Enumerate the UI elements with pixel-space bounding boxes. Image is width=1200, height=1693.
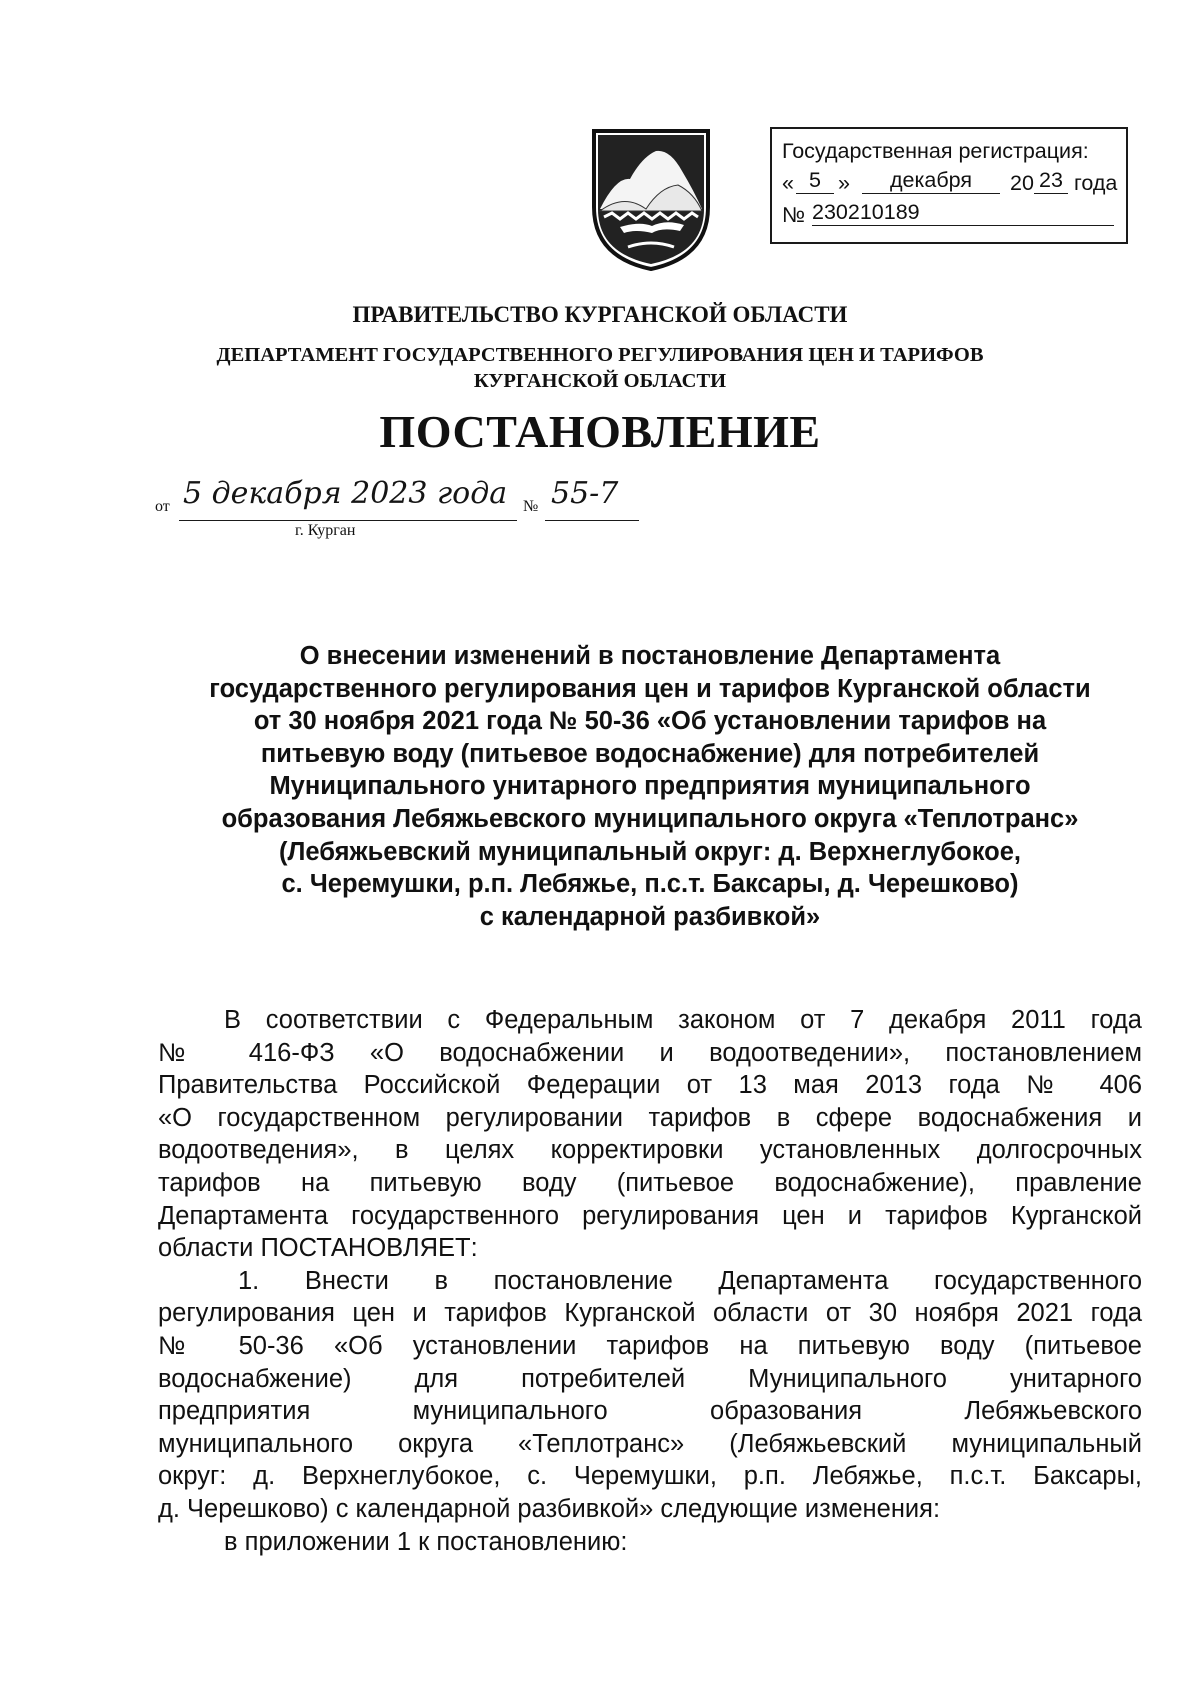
- body-line: предприятия муниципального образования Лебяжьевского: [158, 1397, 1142, 1426]
- body-line: В соответствии с Федеральным законом от 7 декабря 2011 года: [224, 1006, 1142, 1034]
- registration-year-word: года: [1074, 171, 1118, 195]
- subject-line: (Лебяжьевский муниципальный округ: д. Верхнеглубокое,: [279, 837, 1021, 866]
- body-line: водоотведения», в целях корректировки установленных долгосрочных: [158, 1136, 1142, 1165]
- body-line: муниципального округа «Теплотранс» (Лебяжьевский муниципальный: [158, 1429, 1142, 1458]
- kurgan-oblast-coat-of-arms: [590, 127, 712, 273]
- body-line: Департамента государственного регулирования цен и тарифов Курганской: [158, 1201, 1142, 1230]
- body-line: в приложении 1 к постановлению:: [224, 1527, 628, 1556]
- subject-line: О внесении изменений в постановление Департамента: [299, 642, 1001, 670]
- decree-date-number: [155, 476, 655, 540]
- body-line: д. Черешково) с календарной разбивкой» следующие изменения:: [158, 1494, 941, 1523]
- body-line: «О государственном регулировании тарифов в сфере водоснабжения и: [158, 1103, 1142, 1132]
- quote-close: »: [838, 171, 850, 195]
- handwritten-date: 5 декабря 2023 года: [183, 476, 508, 511]
- department-header: [0, 342, 1200, 394]
- subject-line: образования Лебяжьевского муниципального округа «Теплотранс»: [221, 804, 1079, 833]
- department-line-2: КУРГАНСКОЙ ОБЛАСТИ: [473, 370, 727, 392]
- registration-number-line: [782, 199, 1120, 231]
- registration-number: 230210189: [812, 199, 1114, 226]
- body-line: регулирования цен и тарифов Курганской области от 30 ноября 2021 года: [158, 1299, 1142, 1328]
- date-prefix: от: [155, 498, 170, 515]
- registration-number-sign: №: [782, 203, 806, 227]
- decree-subject: [150, 640, 1150, 933]
- government-header: ПРАВИТЕЛЬСТВО КУРГАНСКОЙ ОБЛАСТИ: [352, 302, 848, 327]
- body-line: Правительства Российской Федерации от 13 мая 2013 года № 406: [158, 1071, 1142, 1100]
- subject-line: питьевую воду (питьевое водоснабжение) для потребителей: [260, 739, 1040, 768]
- registration-month: декабря: [862, 167, 1000, 194]
- state-registration-stamp: [770, 127, 1128, 244]
- subject-line: государственного регулирования цен и тарифов Курганской области: [209, 674, 1091, 703]
- body-line: водоснабжение) для потребителей Муниципального унитарного: [158, 1364, 1142, 1393]
- registration-day: 5: [796, 167, 834, 194]
- body-line: области ПОСТАНОВЛЯЕТ:: [158, 1234, 478, 1263]
- registration-year-suffix: 23: [1034, 167, 1068, 194]
- number-underline: [545, 520, 639, 521]
- subject-line: с календарной разбивкой»: [479, 902, 821, 931]
- body-line: № 416-ФЗ «О водоснабжении и водоотведении», постановлением: [158, 1038, 1142, 1067]
- subject-line: с. Черемушки, р.п. Лебяжье, п.с.т. Баксары, д. Черешково): [281, 870, 1019, 899]
- department-line-1: ДЕПАРТАМЕНТ ГОСУДАРСТВЕННОГО РЕГУЛИРОВАНИЯ ЦЕН И ТАРИФОВ: [216, 344, 984, 366]
- handwritten-number: 55-7: [551, 476, 619, 511]
- registration-year-prefix: 20: [1010, 171, 1034, 195]
- city: г. Курган: [295, 522, 356, 539]
- body-line: 1. Внести в постановление Департамента государственного: [238, 1266, 1142, 1295]
- body-line: округ: д. Верхнеглубокое, с. Черемушки, р.п. Лебяжье, п.с.т. Баксары,: [158, 1462, 1142, 1491]
- document-type-title: ПОСТАНОВЛЕНИЕ: [379, 406, 821, 457]
- body-line: № 50-36 «Об установлении тарифов на питьевую воду (питьевое: [158, 1331, 1142, 1360]
- quote-open: «: [782, 171, 794, 195]
- date-underline: [179, 520, 517, 521]
- body-line: тарифов на питьевую воду (питьевое водоснабжение), правление: [158, 1168, 1142, 1197]
- decree-body: [158, 1004, 1142, 1558]
- registration-title: Государственная регистрация:: [782, 139, 1089, 163]
- number-sign: №: [523, 498, 539, 515]
- subject-line: Муниципального унитарного предприятия муниципального: [269, 772, 1031, 801]
- registration-date-line: [782, 167, 1120, 199]
- subject-line: от 30 ноября 2021 года № 50-36 «Об установлении тарифов на: [253, 707, 1047, 736]
